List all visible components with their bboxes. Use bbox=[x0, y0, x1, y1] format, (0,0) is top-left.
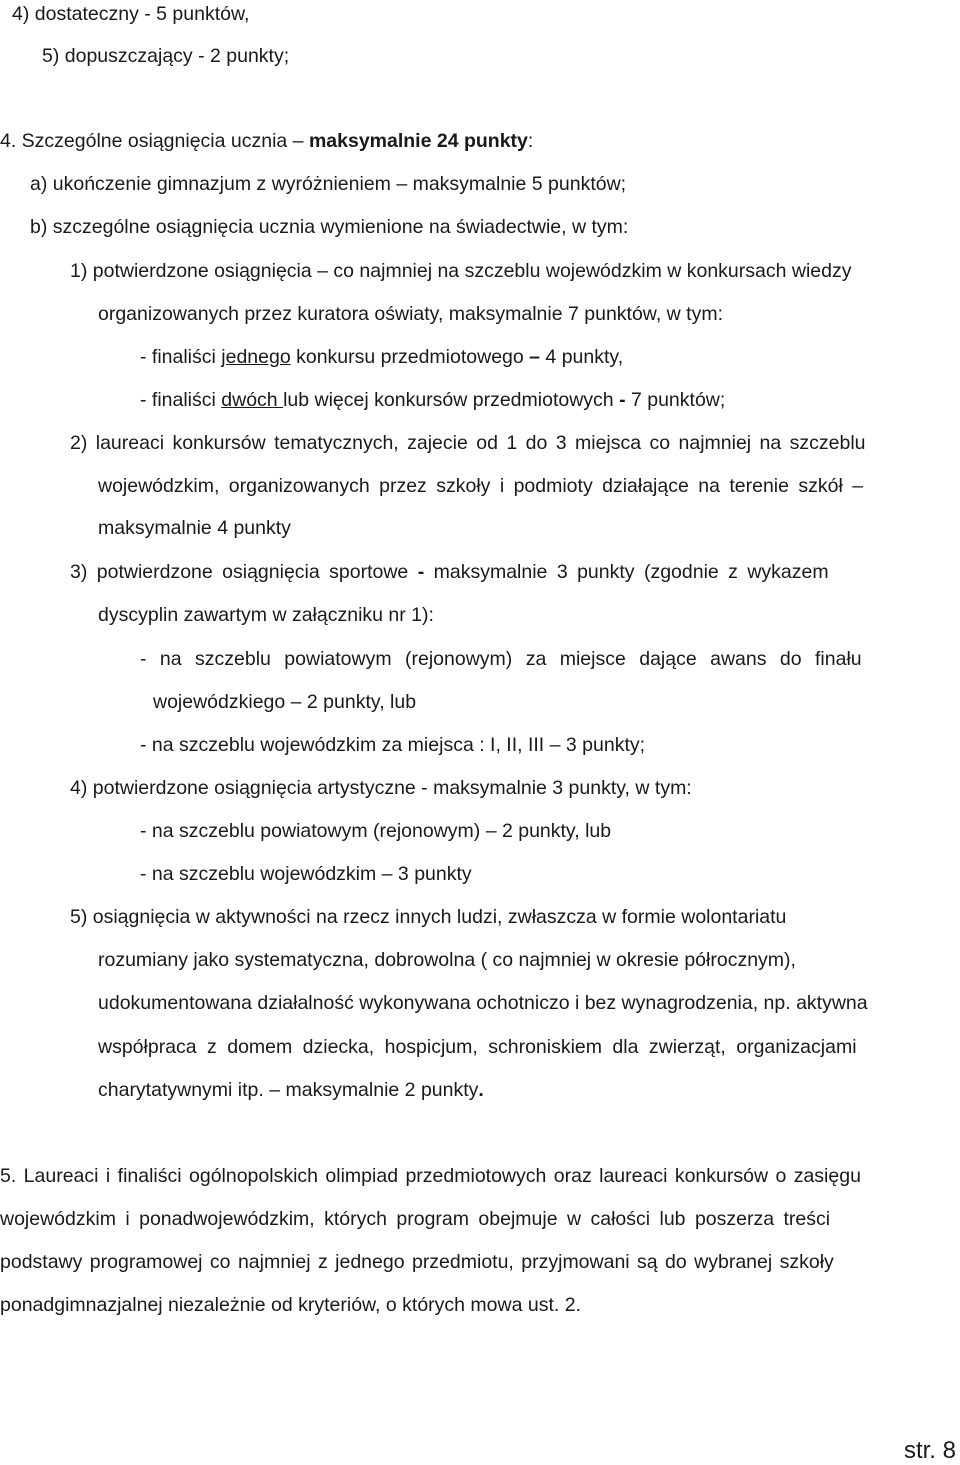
item-3-line-5: - na szczeblu wojewódzkim za miejsca : I, II, III – 3 punkty; bbox=[140, 734, 646, 756]
item-4-line-2: - na szczeblu powiatowym (rejonowym) – 2 punkty, lub bbox=[140, 820, 612, 842]
detail-2-text-b: lub więcej konkursów przedmiotowych bbox=[283, 389, 620, 411]
item-3-line-2: dyscyplin zawartym w załączniku nr 1): bbox=[98, 604, 434, 626]
section-5-line-2: wojewódzkim i ponadwojewódzkim, których program obejmuje w całości lub poszerza treści bbox=[0, 1208, 831, 1230]
item-3-text-c: maksymalnie 3 punkty (zgodnie z wykazem bbox=[424, 561, 829, 583]
item-1-line-2: organizowanych przez kuratora oświaty, maksymalnie 7 punktów, w tym: bbox=[98, 303, 723, 325]
detail-2-underlined: dwóch bbox=[221, 389, 284, 411]
grade-item-5: 5) dopuszczający - 2 punkty; bbox=[42, 45, 290, 67]
item-1-detail-1 bbox=[140, 343, 623, 371]
item-5-line-2: rozumiany jako systematyczna, dobrowolna ( co najmniej w okresie półrocznym), bbox=[98, 949, 796, 971]
item-3-line-1 bbox=[70, 558, 829, 586]
item-a: a) ukończenie gimnazjum z wyróżnieniem – maksymalnie 5 punktów; bbox=[30, 173, 627, 195]
item-3-line-4: wojewódzkiego – 2 punkty, lub bbox=[153, 691, 417, 713]
detail-1-text-d: 4 punkty, bbox=[540, 346, 624, 368]
item-4-line-1: 4) potwierdzone osiągnięcia artystyczne - maksymalnie 3 punkty, w tym: bbox=[70, 777, 692, 799]
item-1-line-1: 1) potwierdzone osiągnięcia – co najmniej na szczeblu wojewódzkim w konkursach wiedzy bbox=[70, 260, 852, 282]
section-4-heading bbox=[0, 127, 533, 155]
detail-1-dash: – bbox=[529, 346, 541, 368]
item-3-dash: - bbox=[417, 561, 425, 583]
item-1-detail-2 bbox=[140, 386, 725, 414]
item-4-line-3: - na szczeblu wojewódzkim – 3 punkty bbox=[140, 863, 472, 885]
section-5-line-4: ponadgimnazjalnej niezależnie od kryteriów, o których mowa ust. 2. bbox=[0, 1294, 581, 1316]
page-number: str. 8 bbox=[903, 1437, 956, 1464]
detail-2-text-d: 7 punktów; bbox=[625, 389, 726, 411]
detail-1-underlined: jednego bbox=[221, 346, 291, 368]
item-5-line-4: współpraca z domem dziecka, hospicjum, schroniskiem dla zwierząt, organizacjami bbox=[98, 1036, 857, 1058]
item-3-line-3: - na szczeblu powiatowym (rejonowym) za miejsce dające awans do finału bbox=[140, 648, 862, 670]
detail-1-text-a: - finaliści bbox=[140, 346, 222, 368]
item-5-period: . bbox=[478, 1079, 484, 1101]
item-b: b) szczególne osiągnięcia ucznia wymienione na świadectwie, w tym: bbox=[30, 216, 629, 238]
section-4-max-points: maksymalnie 24 punkty bbox=[308, 130, 528, 152]
item-5-text: charytatywnymi itp. – maksymalnie 2 punkty bbox=[98, 1079, 479, 1101]
section-4-colon: : bbox=[527, 130, 534, 152]
section-5-line-3: podstawy programowej co najmniej z jednego przedmiotu, przyjmowani są do wybranej szkoły bbox=[0, 1251, 834, 1273]
item-2-line-2: wojewódzkim, organizowanych przez szkoły i podmioty działające na terenie szkół – bbox=[98, 475, 864, 497]
item-5-line-1: 5) osiągnięcia w aktywności na rzecz innych ludzi, zwłaszcza w formie wolontariatu bbox=[70, 906, 787, 928]
item-2-line-1: 2) laureaci konkursów tematycznych, zajecie od 1 do 3 miejsca co najmniej na szczeblu bbox=[70, 432, 866, 454]
detail-2-text-a: - finaliści bbox=[140, 389, 222, 411]
grade-item-4: 4) dostateczny - 5 punktów, bbox=[12, 3, 250, 25]
item-5-line-5 bbox=[98, 1076, 484, 1104]
section-4-text: 4. Szczególne osiągnięcia ucznia – bbox=[0, 130, 309, 152]
item-2-line-3: maksymalnie 4 punkty bbox=[98, 517, 291, 539]
detail-2-dash: - bbox=[619, 389, 626, 411]
item-5-line-3: udokumentowana działalność wykonywana ochotniczo i bez wynagrodzenia, np. aktywna bbox=[98, 992, 868, 1014]
section-5-line-1: 5. Laureaci i finaliści ogólnopolskich olimpiad przedmiotowych oraz laureaci konkursów o zasięgu bbox=[0, 1165, 861, 1187]
item-3-text-a: 3) potwierdzone osiągnięcia sportowe bbox=[70, 561, 418, 583]
detail-1-text-b: konkursu przedmiotowego bbox=[290, 346, 530, 368]
